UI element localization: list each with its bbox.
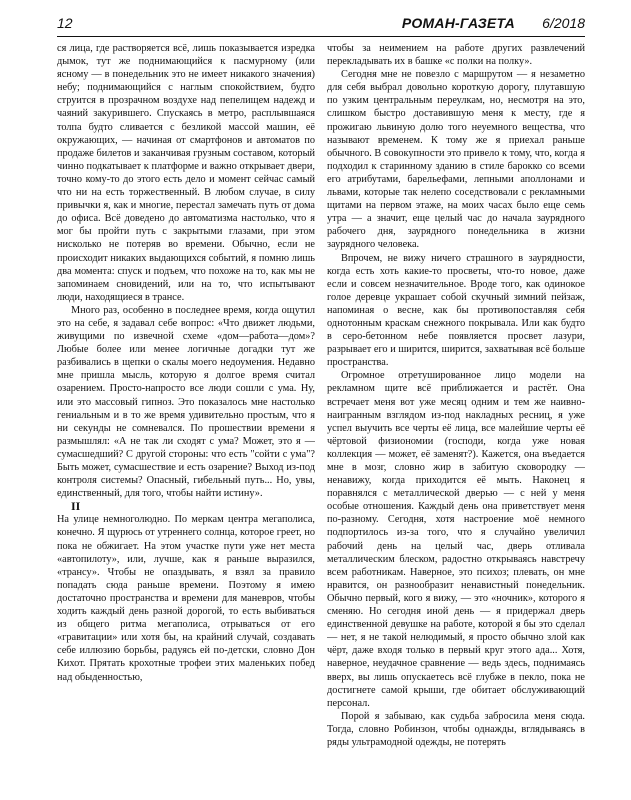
page-number: 12 bbox=[57, 15, 73, 31]
paragraph: Порой я забываю, как судьба забросила меня сюда. Тогда, словно Робинзон, чтобы однажды, вглядываясь в ряды ультрамодной одежды, не потерять bbox=[327, 710, 585, 748]
issue-number: 6/2018 bbox=[542, 15, 585, 31]
paragraph: Впрочем, не вижу ничего страшного в заурядности, когда есть хоть какие-то просветы, что-то новое, даже если и совсем незначительное. Вроде того, как одинокое голое деревце украшает собой скучный зимний пейзаж, напоминая о весне, как бы противопоставляя себя однотонным краскам снежного покрывала. Или как будто в серо-бетонном небе появляется просвет лазури, разрывает его и ширится, ширится, захватывая всё больше пространства. bbox=[327, 252, 585, 369]
magazine-title: РОМАН-ГАЗЕТА bbox=[401, 15, 515, 31]
section-heading: II bbox=[71, 499, 81, 514]
paragraph: чтобы за неимением на работе других развлечений перекладывать их в башке «с полки на полку». bbox=[327, 43, 585, 68]
paragraph: Сегодня мне не повезло с маршрутом — я незаметно для себя выбрал довольно короткую дорогу, плутавшую по узким центральным переулкам, но, несмотря на это, слишком быстро доставившую меня к месту, где я прожигаю львиную долю того неуемного вещества, что называют временем. К тому же я приехал раньше обычного. В совокупности это привело к тому, что, когда я подходил к старинному зданию в стиле барокко со всеми его атрибутами, барельефами, лепными аполлонами и львами, которые так нелепо соседствовали с рекламными щитами на первом этаже, на моих часах было еще семь утра — а значит, еще целый час до начала заурядного рабочего дня, заурядного понедельника в жизни заурядного человека. bbox=[327, 69, 585, 251]
paragraph: ся лица, где растворяется всё, лишь показывается изредка дымок, тут же поднимающийся к пасмурному (или ясному — в понедельник это не имеет никакого значения) небу; поднимающийся с наглым спокойствием, будто струится в прозрачном воздухе над пепелищем надежд и чаяний закурившего. Спускаясь в метро, расплывшаяся толпа будто сливается с безликой массой машин, её окружающих, — начиная от смартфонов и автоматов по продаже билетов и заканчивая грузным составом, который чинно подкатывает к платформе и важно открывает двери, точно кому-то до этого есть дело и момент сейчас самый что ни на есть торжественный. В любом случае, в силу привычки я, как и многие, перестал замечать путь от дома до офиса. Всё доведено до автоматизма настолько, что я мог бы пройти путь с закрытыми глазами, при этом нисколько не потеряв во времени. Обычно, если не происходит никаких выдающихся событий, я помню лишь два момента: спуск и подъем, что похоже на то, как мы не запоминаем сновидений, или на то, что испытывают люди, находящиеся в трансе. bbox=[57, 43, 315, 303]
paragraph: На улице немноголюдно. По меркам центра мегаполиса, конечно. Я щурюсь от утреннего солнца, которое греет, но пока не обжигает. На этом участке пути уже нет места «автопилоту», или, лучше, как я раньше выразился, «трансу». Чтобы не опаздывать, я взял за правило попадать сюда раньше времени. Поэтому я имею достаточно пространства и времени для маневров, чтобы ходить каждый день разной дорогой, то есть выбиваться из общего ритма мегаполиса, отрываться от его «гравитации» или хотя бы, на крайний случай, создавать себе иллюзию борьбы, радуясь ей по-детски, словно Дон Кихот. Прятать крохотные трофеи этих маленьких побед над обыденностью, bbox=[57, 514, 315, 683]
left-column bbox=[57, 42, 315, 794]
right-column bbox=[327, 42, 585, 794]
page-header bbox=[57, 14, 585, 37]
paragraph: Много раз, особенно в последнее время, когда ощутил это на себе, я задавал себе вопрос: «Что движет людьми, живущими по извечной схеме «дом—работа—дом»? Любые более или менее логичные догадки тут же разбивались в щепки о скалы моего недоумения. Недавно мне пришла мысль, которую я долгое время считал озарением. Просто-напросто все люди сошли с ума. Ну, или это массовый гипноз. Это показалось мне настолько гениальным и в то же время удивительно простым, что я ни секунды не сомневался. По прошествии времени я размышлял: «А не так ли сходят с ума? Может, это я — сумасшедший? С другой стороны: что есть "сойти с ума"? Быть может, сумасшествие и есть озарение? Выход из-под контроля системы? Опасный, гибельный путь... Но, увы, единственный, для того, чтобы найти истину». bbox=[57, 304, 315, 500]
paragraph: Огромное отретушированное лицо модели на рекламном щите всё приближается и растёт. Она встречает меня вот уже месяц одним и тем же наивно-наигранным взглядом из-под накладных ресниц, я уже успел выучить все черты её лица, все малейшие черты её чёртовой физиономии (господи, когда уже новая коллекция — может, её заменят?). Кажется, она въедается мне в мозг, словно жир в забитую сковородку — ненавижу, когда приходится её мыть. Наконец я поравнялся с металлической дверью — с ней у меня особые отношения. Каждый день она приветствует меня по-разному. Сегодня, хотя настроение моё немного подпортилось из-за того, что я случайно увеличил рабочий день на целый час, дверь отливала металлическим блеском, радостно открываясь навстречу всем работникам. Наверное, это психоз; плевать, он мне нравится, он разнообразит ненавистный понедельник. Обычно первый, кого я вижу, — это «ночник», которого я сменяю. Но сегодня иной день — я придержал дверь единственной девушке на работе, которой я бы это сделал — нет, я не такой нелюдимый, я просто обычно злой как чёрт, даже входя только в первый круг этого ада... Хотя, наверное, неудачное сравнение — ведь здесь, поднимаясь вверх, вы лишь опускаетесь всё глубже в пекло, пока не достигнете самой крыши, где обитает обслуживающий персонал. bbox=[327, 370, 585, 709]
